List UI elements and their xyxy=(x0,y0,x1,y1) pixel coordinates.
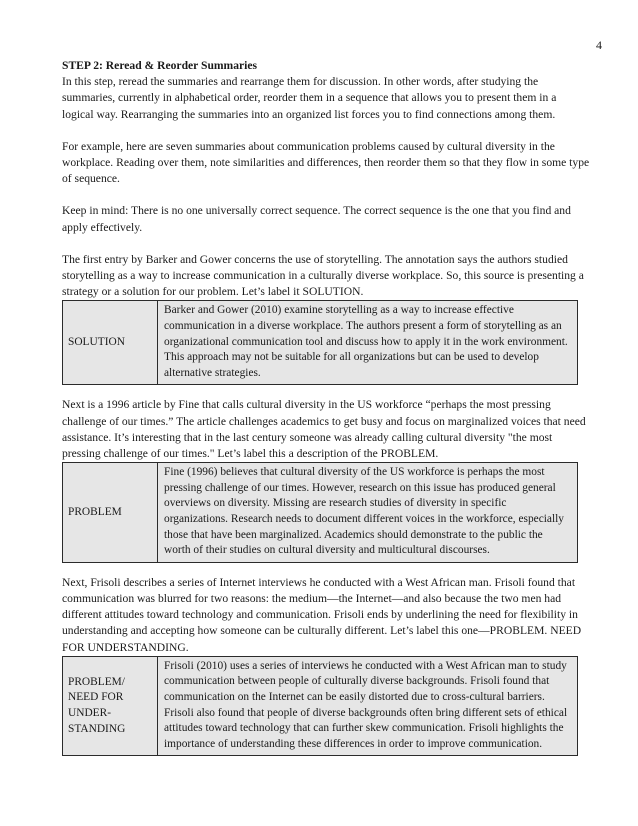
frisoli-label: PROBLEM/ NEED FOR UNDER-STANDING xyxy=(63,656,158,756)
fine-summary-text: Fine (1996) believes that cultural diversity of the US workforce is perhaps the most pressing challenge of our times. However, research on this issue has produced general overviews on diversity. Missing are research studies of diversity in specific organizations. Research needs to document different voices in the workforce, especially those that have been marginalized. Academics should demonstrate to the public the worth of their studies on cultural diversity and multicultural discourses. xyxy=(158,463,578,563)
step-body: In this step, reread the summaries and rearrange them for discussion. In other words, after studying the summaries, currently in alphabetical order, reorder them in a sequence that allows you to present them in a logical way. Rearranging the summaries into an organized list forces you to find connections among them. xyxy=(62,75,557,121)
fine-summary-box xyxy=(62,462,578,563)
frisoli-summary-box xyxy=(62,656,578,757)
barker-summary-text: Barker and Gower (2010) examine storytelling as a way to increase effective communication in a diverse workplace. The authors present a form of storytelling as an organizational communication tool and discuss how to apply it in the work environment. This approach may not be suitable for all organizations but can be used to develop alternative strategies. xyxy=(158,301,578,385)
keep-in-mind-paragraph: Keep in mind: There is no one universally correct sequence. The correct sequence is the one that you find and apply effectively. xyxy=(62,204,571,234)
step-section xyxy=(62,58,590,123)
frisoli-summary-text: Frisoli (2010) uses a series of interviews he conducted with a West African man to study communication between people of culturally diverse backgrounds. Frisoli found that communication on the Internet can be easily distorted due to cross-cultural barriers. Frisoli also found that people of diverse backgrounds often bring different sets of ethical attitudes toward technology that can further skew communication. Frisoli highlights the importance of understanding these differences in order to improve communication. xyxy=(158,656,578,756)
barker-label: SOLUTION xyxy=(63,301,158,385)
barker-paragraph: The first entry by Barker and Gower concerns the use of storytelling. The annotation says the authors studied storytelling as a way to increase communication in a culturally diverse workplace. So, this source is presenting a strategy or a solution for our problem. Let’s label it SOLUTION. xyxy=(62,252,584,299)
fine-paragraph: Next is a 1996 article by Fine that calls cultural diversity in the US workforce “perhaps the most pressing challenge of our times.” The article challenges academics to get busy and focus on marginalized voices that need assistance. It’s interesting that in the last century someone was already calling cultural diversity "the most pressing challenge of our times." Let’s label this a description of the PROBLEM. xyxy=(62,398,586,461)
fine-label: PROBLEM xyxy=(63,463,158,563)
step-heading: STEP 2: Reread & Reorder Summaries xyxy=(62,59,258,72)
example-paragraph: For example, here are seven summaries about communication problems caused by cultural diversity in the workplace. Reading over them, note similarities and differences, then reorder them so that they flow in some type of sequence. xyxy=(62,139,590,186)
frisoli-paragraph: Next, Frisoli describes a series of Internet interviews he conducted with a West African man. Frisoli found that communication was blurred for two reasons: the medium—the Internet—and also because the two men had different attitudes toward technology and communication. Frisoli ends by underlining the need for flexibility in understanding and accepting how someone can be culturally different. Let’s label this one—PROBLEM. NEED FOR UNDERSTANDING. xyxy=(62,575,582,654)
document-body xyxy=(62,58,590,768)
barker-summary-box xyxy=(62,300,578,385)
page-number: 4 xyxy=(596,38,602,52)
